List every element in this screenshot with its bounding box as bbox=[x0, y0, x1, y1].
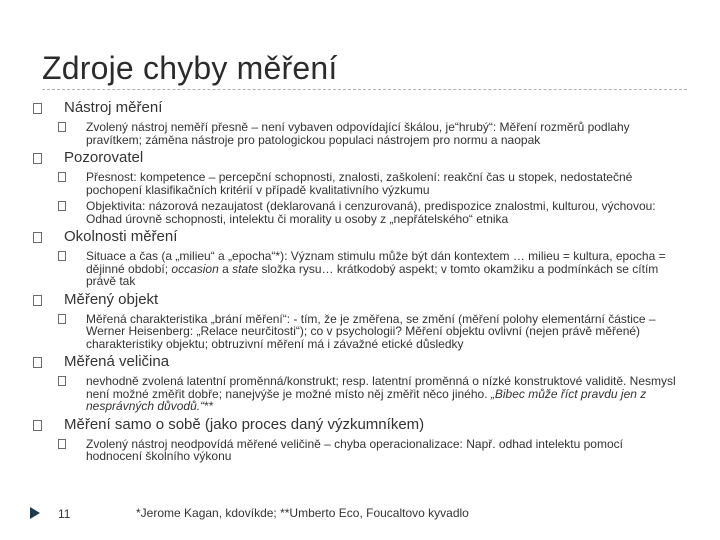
title-divider bbox=[42, 89, 687, 90]
sub-item bbox=[28, 438, 678, 463]
item-label: Okolnosti měření bbox=[64, 228, 178, 245]
sub-item bbox=[28, 250, 678, 288]
sub-item-text: Přesnost: kompetence – percepční schopnosti, znalosti, zaškolení: reakční čas u stopek, nedostatečné pochopení klasifikačních kritérií v případě kvalitativního výzkumu bbox=[86, 170, 633, 197]
sub-item-text: nevhodně zvolená latentní proměnná/konstrukt; resp. latentní proměnná o nízké konstruktové validitě. Nesmysl není možné změřit dobře; nanejvýše je možné místo něj změřit něco jiného. „Bibec může říct pravdu jen z nesprávných důvodů.“** bbox=[86, 374, 676, 413]
item-label: Nástroj měření bbox=[64, 99, 163, 116]
sub-item-text: Zvolený nástroj neměří přesně – není vybaven odpovídající škálou, je“hrubý“: Měření rozměrů podlahy pravítkem; záměna nástroje pro patologickou populaci nástrojem pro normu a naopak bbox=[86, 120, 630, 147]
list-item-nastroj bbox=[28, 99, 678, 117]
square-bullet-icon bbox=[58, 439, 66, 449]
item-label: Pozorovatel bbox=[64, 149, 144, 166]
sub-item bbox=[28, 171, 678, 196]
square-bullet-icon bbox=[33, 232, 42, 243]
list-item-mereny-objekt bbox=[28, 291, 678, 309]
sub-item-text: Situace a čas (a „milieu“ a „epocha“*): Význam stimulu může být dán kontextem … milieu = kultura, epocha = dějinné období; occasion a state složka rysu… krátkodobý aspekt; v tomto okamžiku a podmínkách se cítím právě tak bbox=[86, 249, 666, 288]
square-bullet-icon bbox=[33, 103, 42, 114]
sub-item-text: Zvolený nástroj neodpovídá měřené veličině – chyba operacionalizace: Např. odhad intelektu pomocí hodnocení školního výkonu bbox=[86, 436, 623, 463]
sub-item bbox=[28, 313, 678, 351]
square-bullet-icon bbox=[33, 420, 42, 431]
sub-item-text: Měřená charakteristika „brání měření“: - tím, že je změřena, se změní (měření polohy elementární částice – Werner Heisenberg: „Relace neurčitosti“); co v psychologii? Měření objektu ovlivní (nejen právě měřené) charakteristiky objektu; obtruzivní měření má i závažné etické důsledky bbox=[86, 311, 656, 351]
square-bullet-icon bbox=[58, 172, 66, 182]
square-bullet-icon bbox=[58, 201, 66, 211]
sub-item bbox=[28, 200, 678, 225]
bullet-list bbox=[28, 96, 678, 466]
sub-item bbox=[28, 375, 678, 413]
list-item-merena-velicina bbox=[28, 353, 678, 371]
slide-title: Zdroje chyby měření bbox=[42, 50, 338, 86]
arrow-right-icon bbox=[30, 507, 40, 519]
list-item-mereni-samo bbox=[28, 416, 678, 434]
list-item-okolnosti bbox=[28, 228, 678, 246]
sub-item bbox=[28, 121, 678, 146]
item-label: Měřený objekt bbox=[64, 290, 159, 308]
list-item-pozorovatel bbox=[28, 149, 678, 167]
square-bullet-icon bbox=[58, 251, 66, 261]
sub-item-text: Objektivita: názorová nezaujatost (deklarovaná i cenzurovaná), predispozice znalostmi, kulturou, výchovou: Odhad úrovně schopnosti, intelektu či morality u osoby z „nepřátelského“ etnika bbox=[86, 199, 656, 226]
item-label: Měření samo o sobě (jako proces daný výzkumníkem) bbox=[64, 415, 425, 433]
square-bullet-icon bbox=[58, 122, 66, 132]
square-bullet-icon bbox=[58, 314, 66, 324]
item-label: Měřená veličina bbox=[64, 353, 170, 370]
footnote: *Jerome Kagan, kdovíkde; **Umberto Eco, Foucaltovo kyvadlo bbox=[136, 506, 469, 520]
page-number: 11 bbox=[58, 507, 71, 521]
square-bullet-icon bbox=[33, 357, 42, 368]
square-bullet-icon bbox=[58, 376, 66, 386]
square-bullet-icon bbox=[33, 153, 42, 164]
square-bullet-icon bbox=[33, 295, 42, 306]
